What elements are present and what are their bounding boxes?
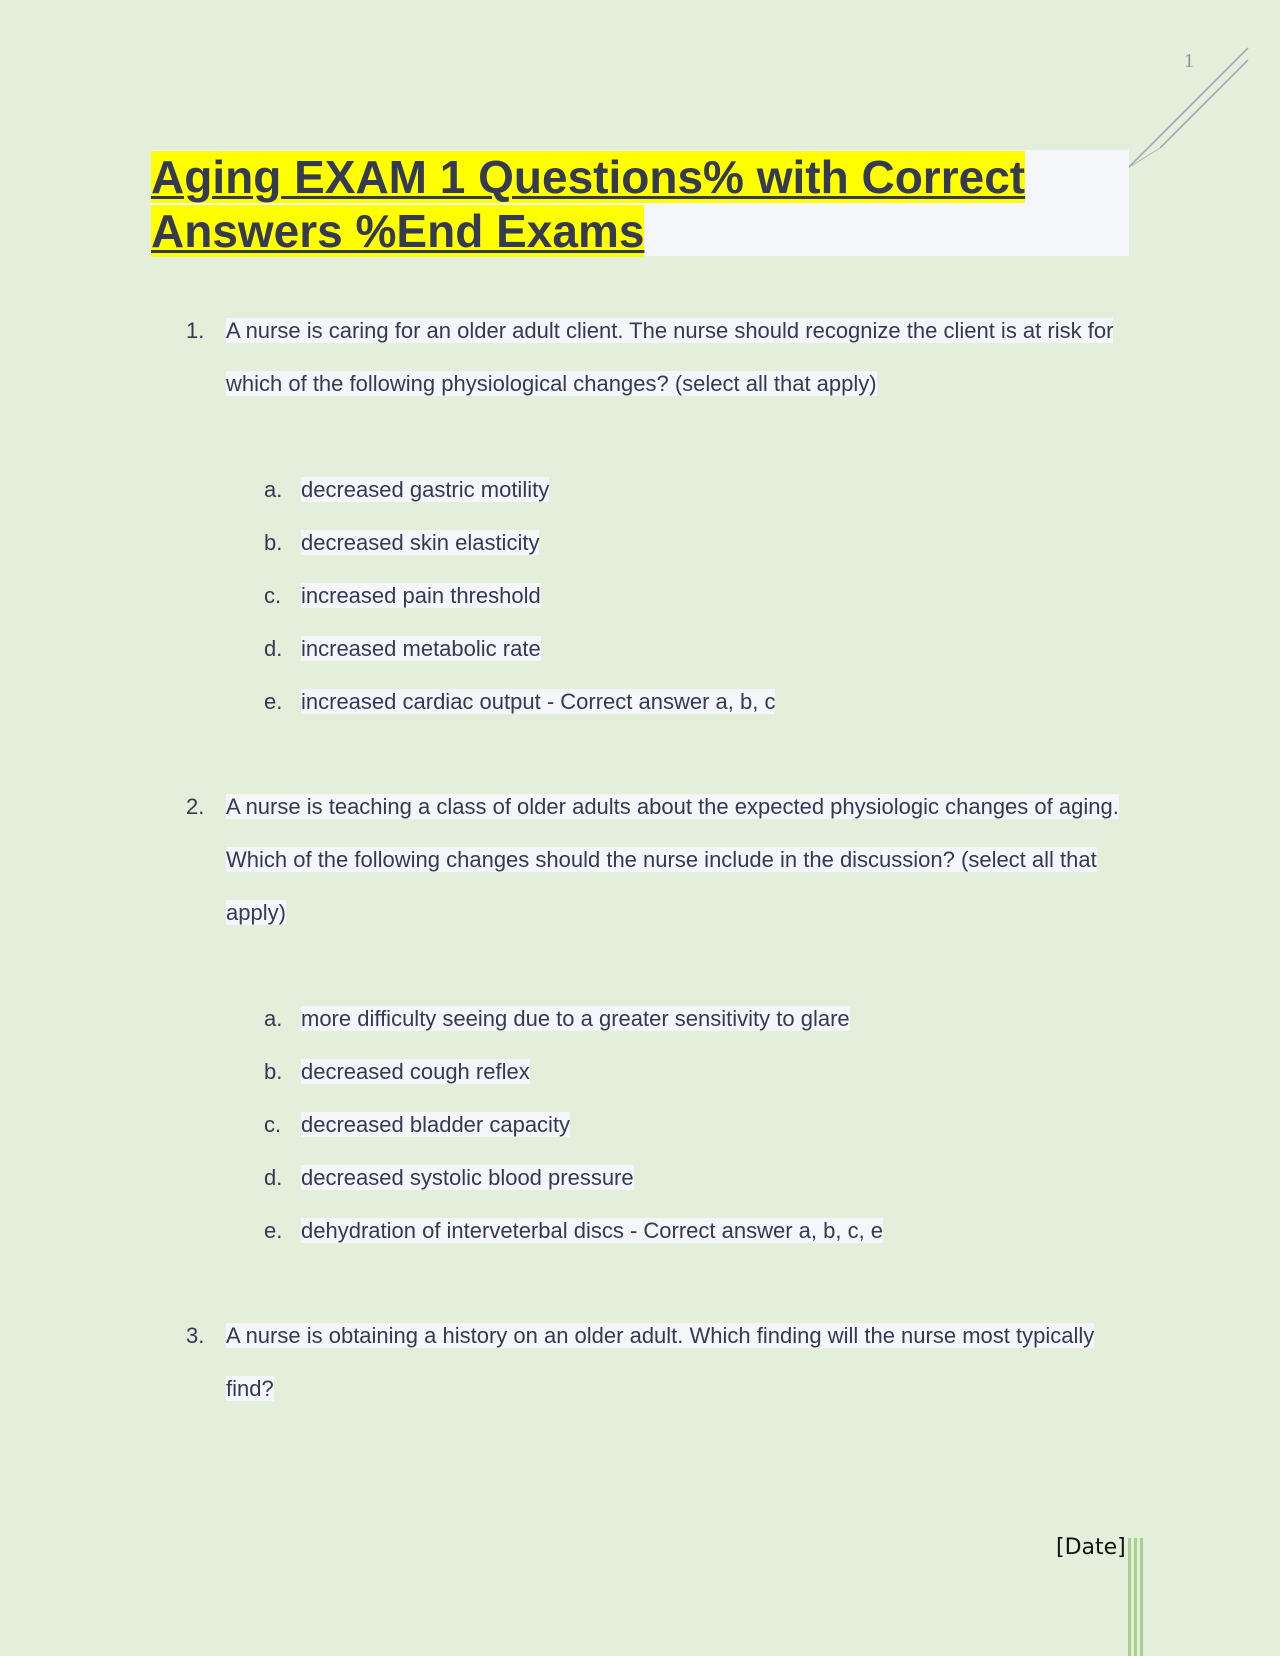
question-text: A nurse is teaching a class of older adults about the expected physiologic changes of aging. Which of the following changes should the nurse include in the discussion? (select all that apply): [226, 794, 1119, 925]
footer-bars-decoration: [1128, 1538, 1144, 1656]
option-letter: d.: [264, 636, 283, 661]
page-number: 1: [1184, 50, 1194, 72]
option-text: decreased skin elasticity: [301, 530, 540, 555]
option-letter: b.: [264, 1059, 283, 1084]
option-text: more difficulty seeing due to a greater sensitivity to glare: [301, 1006, 850, 1031]
option-letter: d.: [264, 1165, 283, 1190]
option-text: increased metabolic rate: [301, 636, 541, 661]
title-block: [151, 150, 1129, 256]
option-text: decreased cough reflex: [301, 1059, 530, 1084]
option-text: decreased systolic blood pressure: [301, 1165, 634, 1190]
option-letter: a.: [264, 1006, 283, 1031]
question-number: 3.: [186, 1323, 205, 1348]
footer-date: [Date]: [1056, 1535, 1126, 1560]
document-title: Aging EXAM 1 Questions% with Correct Answers %End Exams: [151, 151, 1026, 257]
corner-lines-decoration: [1120, 40, 1250, 175]
option-letter: b.: [264, 530, 283, 555]
option-letter: a.: [264, 477, 283, 502]
option-text: dehydration of interveterbal discs - Correct answer a, b, c, e: [301, 1218, 884, 1243]
option-letter: c.: [264, 1112, 282, 1137]
option-letter: e.: [264, 1218, 283, 1243]
option-text: decreased bladder capacity: [301, 1112, 571, 1137]
option-text: decreased gastric motility: [301, 477, 550, 502]
option-text: increased pain threshold: [301, 583, 541, 608]
question-number: 1.: [186, 318, 205, 343]
option-letter: c.: [264, 583, 282, 608]
option-text: increased cardiac output - Correct answer a, b, c: [301, 689, 776, 714]
question-1: [186, 304, 1126, 410]
question-text: A nurse is obtaining a history on an older adult. Which finding will the nurse most typically find?: [226, 1323, 1095, 1401]
option-letter: e.: [264, 689, 283, 714]
question-number: 2.: [186, 794, 205, 819]
question-text: A nurse is caring for an older adult client. The nurse should recognize the client is at risk for which of the following physiological changes? (select all that apply): [226, 318, 1114, 396]
question-3: [186, 1309, 1126, 1415]
question-2: [186, 780, 1126, 939]
